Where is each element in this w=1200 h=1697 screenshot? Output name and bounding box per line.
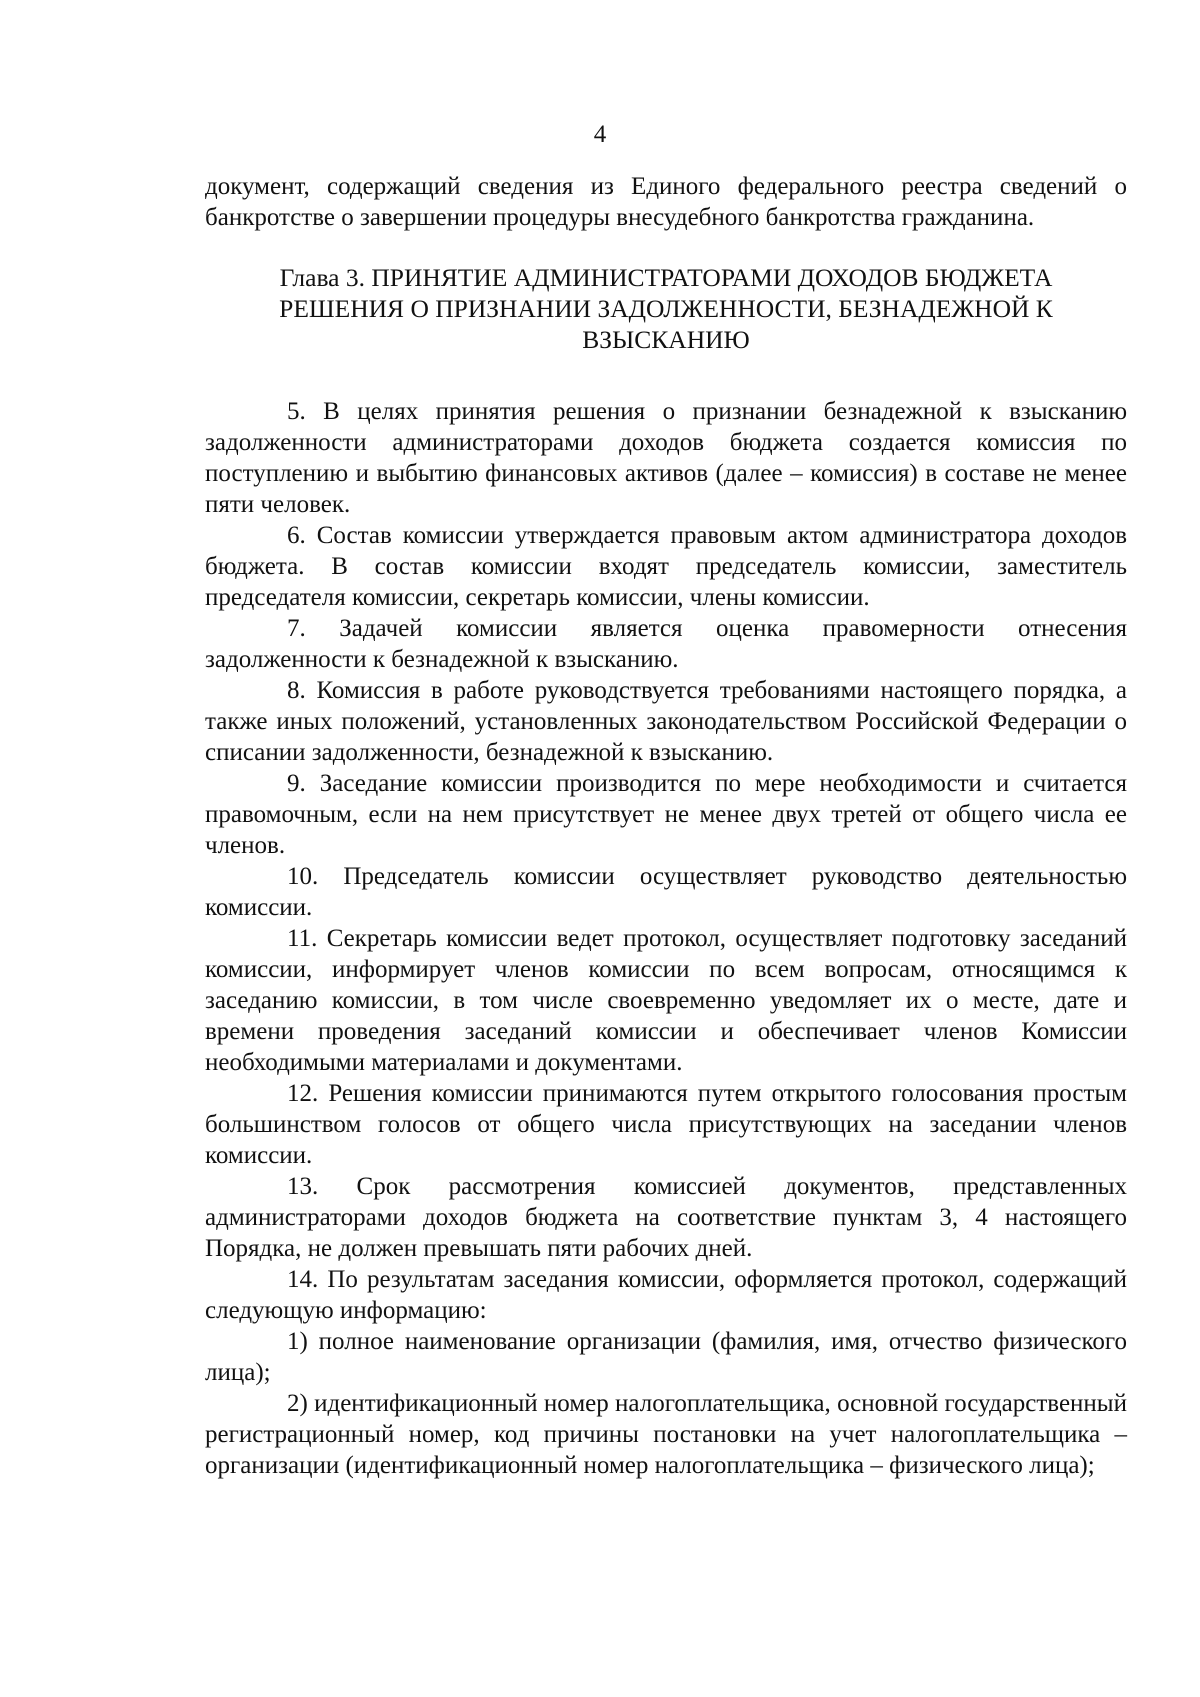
page-content xyxy=(205,171,1127,1481)
paragraph-9: 9. Заседание комиссии производится по мере необходимости и считается правомочным, если на нем присутствует не менее двух третей от общего числа ее членов. xyxy=(205,770,1127,859)
list-item-1: 1) полное наименование организации (фамилия, имя, отчество физического лица); xyxy=(205,1328,1127,1386)
chapter-heading-line-1: Глава 3. ПРИНЯТИЕ АДМИНИСТРАТОРАМИ ДОХОДОВ БЮДЖЕТА xyxy=(279,263,1053,292)
chapter-heading-line-2: РЕШЕНИЯ О ПРИЗНАНИИ ЗАДОЛЖЕННОСТИ, БЕЗНАДЕЖНОЙ К xyxy=(279,294,1053,323)
paragraph-10: 10. Председатель комиссии осуществляет руководство деятельностью комиссии. xyxy=(205,863,1127,921)
list-item-2: 2) идентификационный номер налогоплательщика, основной государственный регистрационный номер, код причины постановки на учет налогоплательщика – организации (идентификационный номер налогоплательщика – физического лица); xyxy=(205,1390,1127,1479)
paragraph-7: 7. Задачей комиссии является оценка правомерности отнесения задолженности к безнадежной к взысканию. xyxy=(205,615,1127,673)
intro-paragraph: документ, содержащий сведения из Единого федерального реестра сведений о банкротстве о завершении процедуры внесудебного банкротства гражданина. xyxy=(205,173,1127,231)
page-number: 4 xyxy=(593,121,607,148)
paragraph-12: 12. Решения комиссии принимаются путем открытого голосования простым большинством голосов от общего числа присутствующих на заседании членов комиссии. xyxy=(205,1080,1127,1169)
paragraph-13: 13. Срок рассмотрения комиссией документов, представленных администраторами доходов бюджета на соответствие пунктам 3, 4 настоящего Порядка, не должен превышать пяти рабочих дней. xyxy=(205,1173,1127,1262)
paragraph-11: 11. Секретарь комиссии ведет протокол, осуществляет подготовку заседаний комиссии, информирует членов комиссии по всем вопросам, относящимся к заседанию комиссии, в том числе своевременно уведомляет их о месте, дате и времени проведения заседаний комиссии и обеспечивает членов Комиссии необходимыми материалами и документами. xyxy=(205,925,1127,1076)
chapter-heading xyxy=(205,262,1127,355)
paragraph-14: 14. По результатам заседания комиссии, оформляется протокол, содержащий следующую информацию: xyxy=(205,1266,1127,1324)
paragraph-6: 6. Состав комиссии утверждается правовым актом администратора доходов бюджета. В состав комиссии входят председатель комиссии, заместитель председателя комиссии, секретарь комиссии, члены комиссии. xyxy=(205,522,1127,611)
paragraph-8: 8. Комиссия в работе руководствуется требованиями настоящего порядка, а также иных положений, установленных законодательством Российской Федерации о списании задолженности, безнадежной к взысканию. xyxy=(205,677,1127,766)
paragraph-5: 5. В целях принятия решения о признании безнадежной к взысканию задолженности администраторами доходов бюджета создается комиссия по поступлению и выбытию финансовых активов (далее – комиссия) в составе не менее пяти человек. xyxy=(205,398,1127,518)
chapter-heading-line-3: ВЗЫСКАНИЮ xyxy=(582,325,750,354)
